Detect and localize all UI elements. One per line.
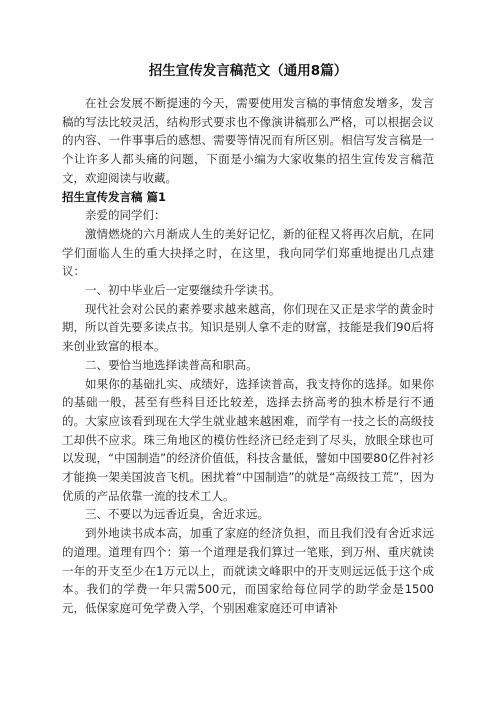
paragraph-2: 现代社会对公民的素养要求越来越高，你们现在又正是求学的黄金时期，所以首先要多读点书。知识是别人拿不走的财富，技能是我们90后将来创业致富的根本。 <box>62 301 434 354</box>
section-heading: 招生宣传发言稿 篇1 <box>62 189 167 204</box>
paragraph-1: 激情燃烧的六月渐成人生的美好记忆，新的征程又将再次启航，在同学们面临人生的重大抉择之时，在这里，我向同学们郑重地提出几点建议： <box>62 226 434 279</box>
intro-paragraph: 在社会发展不断提速的今天，需要使用发言稿的事情愈发增多，发言稿的写法比较灵活，结构形式要求也不像演讲稿那么严格，可以根据会议的内容、一件事事后的感想、需要等情况而有所区别。相信写发言稿是一个让许多人都头痛的问题，下面是小编为大家收集的招生宣传发言稿范文，欢迎阅读与收藏。 <box>62 96 434 185</box>
point-2: 二、要恰当地选择读普高和职高。 <box>85 357 258 372</box>
greeting: 亲爱的同学们： <box>85 208 166 223</box>
point-1: 一、初中毕业后一定要继续升学读书。 <box>85 283 281 298</box>
paragraph-4: 到外地读书成本高，加重了家庭的经济负担，而且我们没有舍近求远的道理。道理有四个：第一个道理是我们算过一笔账，到万州、重庆就读一年的开支至少在1万元以上，而就读文峰职中的开支则远远低于这个成本。我们的学费一年只需500元，而国家给每位同学的助学金是1500元，低保家庭可免学费入学，个别困难家庭还可申请补 <box>62 526 434 615</box>
point-3: 三、不要以为远香近臭，舍近求远。 <box>85 507 269 522</box>
paragraph-3: 如果你的基础扎实、成绩好，选择读普高，我支持你的选择。如果你的基础一般，甚至有些科目还比较差，选择去挤高考的独木桥是行不通的。大家应该看到现在大学生就业越来越困难，而学有一技之长的高级技工却供不应求。珠三角地区的模仿性经济已经走到了尽头，放眼全球也可以发现，“中国制造”的经济价值低，科技含量低，譬如中国要80亿件衬衫才能换一架美国波音飞机。困扰着“中国制造”的就是“高级技工荒”，因为优质的产品依靠一流的技术工人。 <box>62 376 434 503</box>
document-title: 招生宣传发言稿范文（通用8篇） <box>148 63 348 79</box>
